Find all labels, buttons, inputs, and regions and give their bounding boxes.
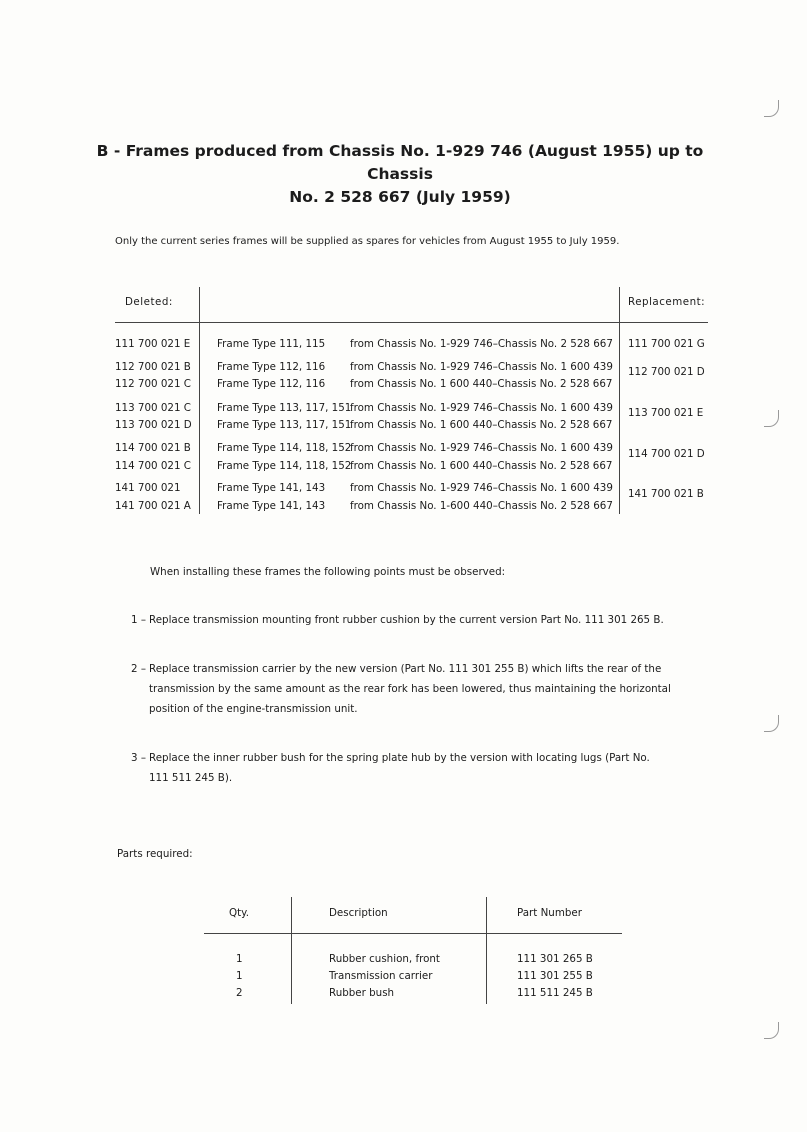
header-description: Description (329, 907, 388, 919)
frame-type: Frame Type 141, 143 (217, 482, 326, 494)
parts-number: 111 301 265 B (517, 953, 593, 965)
point-number: 1 – (131, 614, 146, 626)
point-line: 111 511 245 B). (149, 772, 233, 784)
chassis-range: from Chassis No. 1 600 440–Chassis No. 2 528 667 (350, 460, 613, 472)
frame-type: Frame Type 113, 117, 151 (217, 419, 352, 431)
chassis-range: from Chassis No. 1-929 746–Chassis No. 1 600 439 (350, 482, 613, 494)
replacement-part: 111 700 021 G (628, 338, 705, 350)
replacement-part: 112 700 021 D (628, 366, 705, 378)
point-line: position of the engine-transmission unit. (149, 703, 358, 715)
point-line: Replace transmission mounting front rubber cushion by the current version Part No. 111 301 265 B. (149, 614, 664, 626)
title-line-2: No. 2 528 667 (July 1959) (289, 188, 511, 206)
parts-description: Rubber cushion, front (329, 953, 440, 965)
replacement-part: 141 700 021 B (628, 488, 704, 500)
point-text (149, 748, 709, 788)
header-qty: Qty. (229, 907, 250, 919)
column-divider-right (619, 287, 620, 514)
parts-description: Transmission carrier (329, 970, 433, 982)
chassis-range: from Chassis No. 1-929 746–Chassis No. 1 600 439 (350, 361, 613, 373)
deleted-part: 114 700 021 B (115, 442, 191, 454)
parts-number: 111 301 255 B (517, 970, 593, 982)
parts-qty: 1 (236, 953, 243, 965)
title-line-1: B - Frames produced from Chassis No. 1-929 746 (August 1955) up to Chassis (96, 142, 704, 183)
deleted-part: 113 700 021 C (115, 402, 191, 414)
replacement-part: 113 700 021 E (628, 407, 704, 419)
frame-type: Frame Type 114, 118, 152 (217, 442, 352, 454)
frame-type: Frame Type 112, 116 (217, 378, 326, 390)
binder-ring-mark (764, 100, 779, 117)
deleted-part: 113 700 021 D (115, 419, 192, 431)
deleted-part: 141 700 021 (115, 482, 181, 494)
frame-type: Frame Type 114, 118, 152 (217, 460, 352, 472)
parts-number: 111 511 245 B (517, 987, 593, 999)
chassis-range: from Chassis No. 1-929 746–Chassis No. 1 600 439 (350, 442, 613, 454)
frame-type: Frame Type 112, 116 (217, 361, 326, 373)
chassis-range: from Chassis No. 1-929 746–Chassis No. 1 600 439 (350, 402, 613, 414)
point-line: Replace the inner rubber bush for the spring plate hub by the version with locating lugs (Part No. (149, 752, 650, 764)
replacement-part: 114 700 021 D (628, 448, 705, 460)
deleted-part: 141 700 021 A (115, 500, 191, 512)
deleted-part: 111 700 021 E (115, 338, 191, 350)
parts-qty: 1 (236, 970, 243, 982)
point-number: 2 – (131, 663, 146, 675)
header-deleted: Deleted: (125, 296, 173, 308)
chassis-range: from Chassis No. 1 600 440–Chassis No. 2 528 667 (350, 378, 613, 390)
binder-ring-mark (764, 410, 779, 427)
deleted-part: 114 700 021 C (115, 460, 191, 472)
parts-divider (291, 897, 292, 1004)
page-title (80, 140, 720, 209)
parts-required-label: Parts required: (117, 848, 193, 860)
parts-description: Rubber bush (329, 987, 395, 999)
point-text (149, 659, 709, 719)
header-rule (115, 322, 708, 323)
chassis-range: from Chassis No. 1-929 746–Chassis No. 2 528 667 (350, 338, 613, 350)
binder-ring-mark (764, 715, 779, 732)
install-intro: When installing these frames the following points must be observed: (150, 566, 506, 578)
frame-type: Frame Type 113, 117, 151 (217, 402, 352, 414)
column-divider-left (199, 287, 200, 514)
parts-header-rule (204, 933, 622, 934)
deleted-part: 112 700 021 C (115, 378, 191, 390)
frame-type: Frame Type 111, 115 (217, 338, 326, 350)
deleted-part: 112 700 021 B (115, 361, 191, 373)
parts-qty: 2 (236, 987, 243, 999)
binder-ring-mark (764, 1022, 779, 1039)
point-number: 3 – (131, 752, 146, 764)
intro-text: Only the current series frames will be supplied as spares for vehicles from August 1955 to July 1959. (115, 236, 620, 247)
chassis-range: from Chassis No. 1-600 440–Chassis No. 2 528 667 (350, 500, 613, 512)
frame-type: Frame Type 141, 143 (217, 500, 326, 512)
point-line: transmission by the same amount as the rear fork has been lowered, thus maintaining the horizontal (149, 683, 671, 695)
header-replacement: Replacement: (628, 296, 706, 308)
point-text (149, 610, 709, 630)
chassis-range: from Chassis No. 1 600 440–Chassis No. 2 528 667 (350, 419, 613, 431)
header-part-number: Part Number (517, 907, 582, 919)
point-line: Replace transmission carrier by the new version (Part No. 111 301 255 B) which lifts the rear of the (149, 663, 662, 675)
parts-divider (486, 897, 487, 1004)
